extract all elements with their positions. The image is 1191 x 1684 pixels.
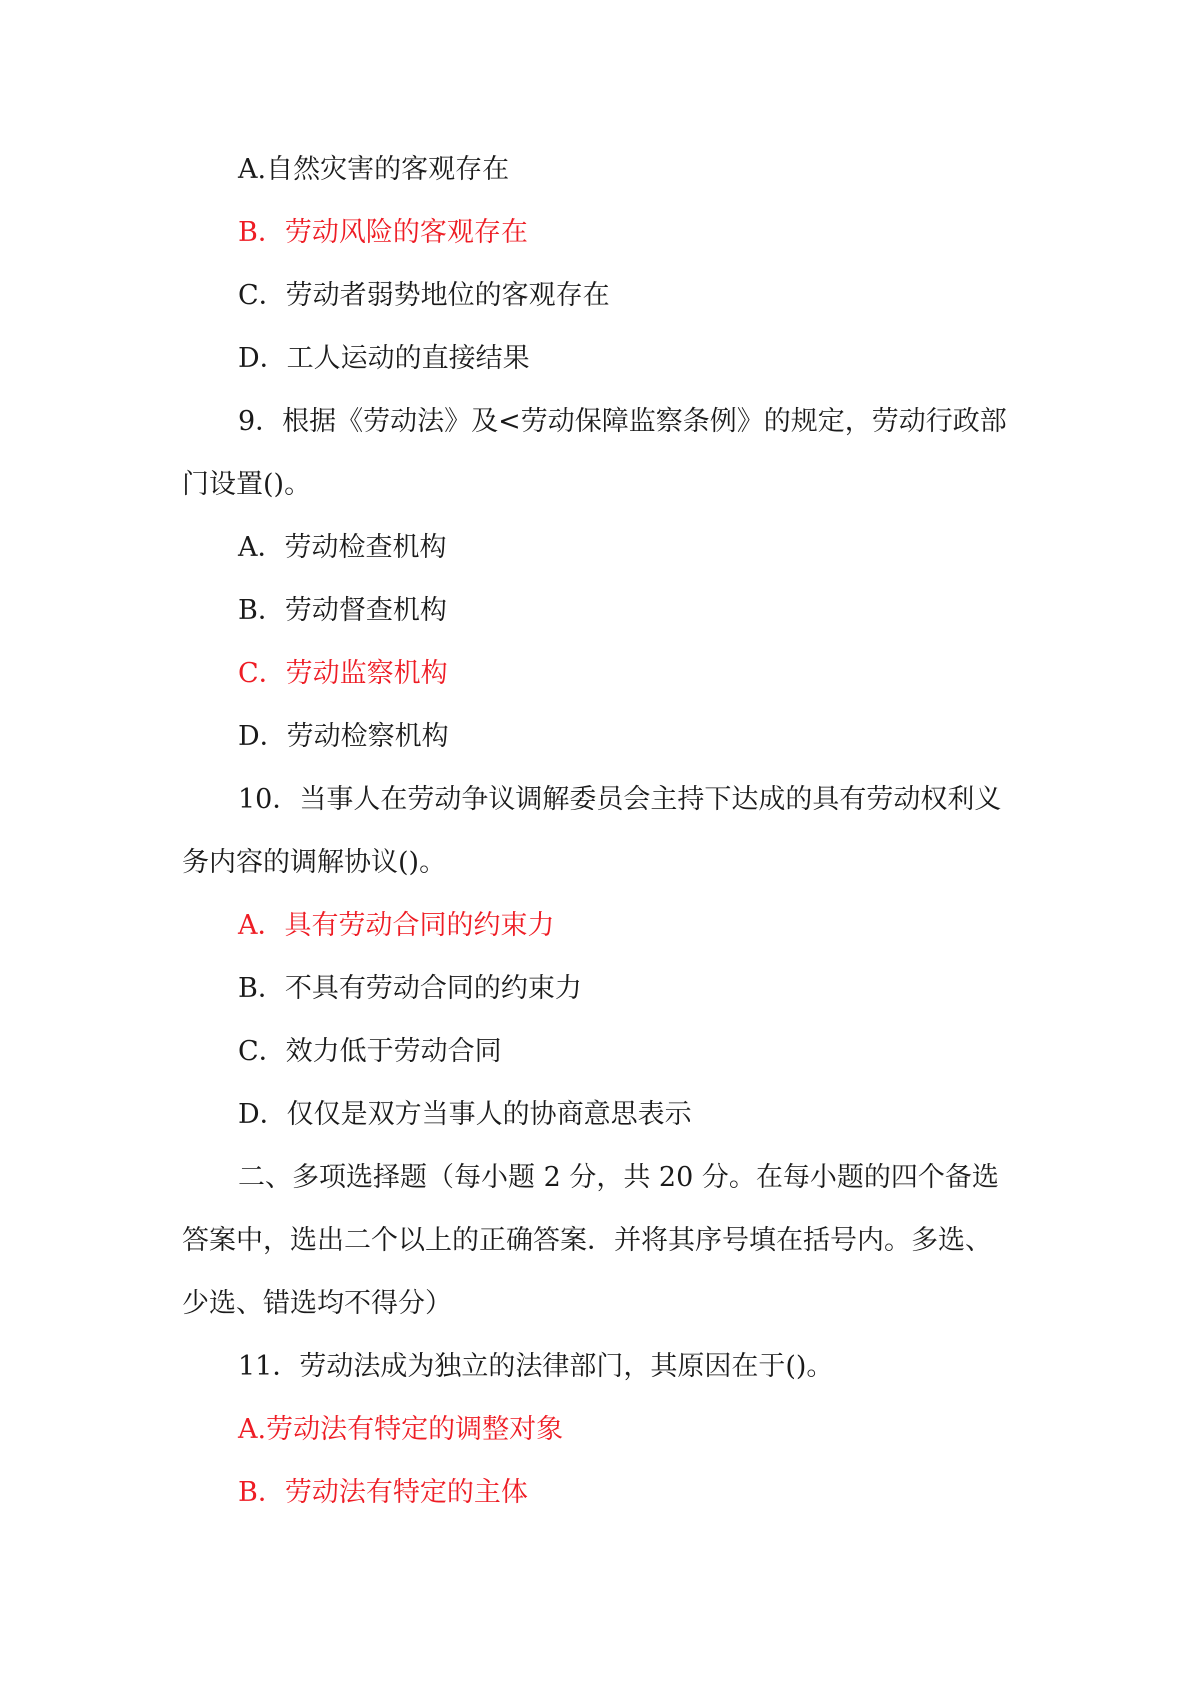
option-line: A.自然灾害的客观存在 bbox=[238, 154, 510, 185]
question-continuation-line: 务内容的调解协议()。 bbox=[182, 847, 447, 878]
question-line: 9．根据《劳动法》及<劳动保障监察条例》的规定，劳动行政部 bbox=[238, 406, 1007, 437]
option-line: C．劳动者弱势地位的客观存在 bbox=[238, 280, 610, 311]
answer-option-line: B．劳动法有特定的主体 bbox=[238, 1477, 528, 1508]
answer-option-line: B．劳动风险的客观存在 bbox=[238, 217, 528, 248]
option-line: A．劳动检查机构 bbox=[238, 532, 447, 563]
answer-option-line: A．具有劳动合同的约束力 bbox=[238, 910, 555, 941]
question-line: 11．劳动法成为独立的法律部门，其原因在于()。 bbox=[238, 1351, 834, 1382]
option-line: B．劳动督查机构 bbox=[238, 595, 447, 626]
option-line: B．不具有劳动合同的约束力 bbox=[238, 973, 582, 1004]
question-line: 10．当事人在劳动争议调解委员会主持下达成的具有劳动权利义 bbox=[238, 784, 1002, 815]
option-line: D．工人运动的直接结果 bbox=[238, 343, 530, 374]
option-line: C．效力低于劳动合同 bbox=[238, 1036, 502, 1067]
answer-option-line: A.劳动法有特定的调整对象 bbox=[238, 1414, 564, 1445]
section-heading-continuation-line: 少选、错选均不得分） bbox=[182, 1288, 452, 1319]
question-continuation-line: 门设置()。 bbox=[182, 469, 312, 500]
section-heading-line: 二、多项选择题（每小题 2 分，共 20 分。在每小题的四个备选 bbox=[238, 1162, 999, 1193]
answer-option-line: C．劳动监察机构 bbox=[238, 658, 448, 689]
option-line: D．仅仅是双方当事人的协商意思表示 bbox=[238, 1099, 692, 1130]
section-heading-continuation-line: 答案中，选出二个以上的正确答案．并将其序号填在括号内。多选、 bbox=[182, 1225, 992, 1256]
option-line: D．劳动检察机构 bbox=[238, 721, 449, 752]
